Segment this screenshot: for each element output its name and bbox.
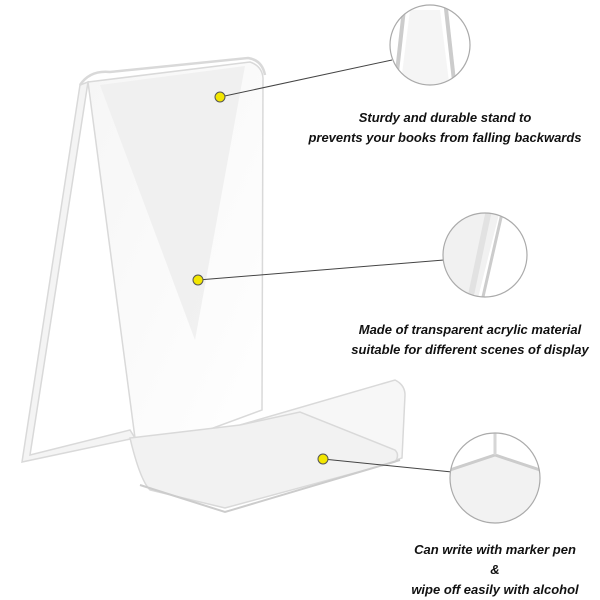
callout-3-line-1: Can write with marker pen: [414, 542, 576, 557]
callout-2-line-1: Made of transparent acrylic material: [358, 322, 582, 337]
callout-3-line-2: &: [490, 562, 500, 577]
callout-caption-2: [340, 320, 600, 360]
marker-dot-3: [318, 454, 328, 464]
zoom-circle-material: [440, 200, 527, 310]
marker-dot-2: [193, 275, 203, 285]
callout-2-line-2: suitable for different scenes of display: [351, 342, 589, 357]
callout-3-line-3: wipe off easily with alcohol: [411, 582, 579, 597]
marker-dot-1: [215, 92, 225, 102]
zoom-circle-top-bend: [390, 0, 470, 90]
callout-1-line-2: prevents your books from falling backwards: [308, 130, 582, 145]
callout-caption-3: [395, 540, 595, 600]
zoom-circle-base: [450, 430, 540, 530]
callout-1-line-1: Sturdy and durable stand to: [358, 110, 532, 125]
callout-caption-1: [290, 108, 600, 148]
